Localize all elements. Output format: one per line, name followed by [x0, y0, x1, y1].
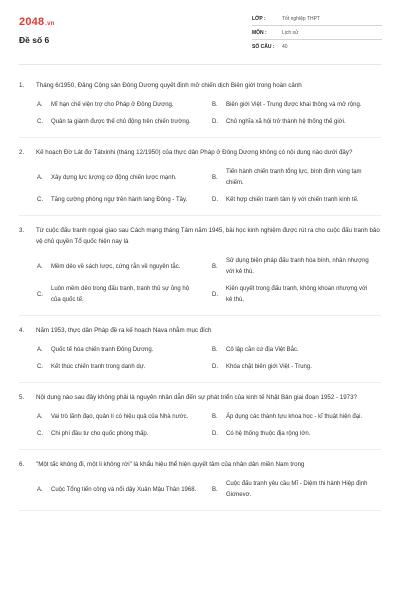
option-letter: B. [212, 263, 218, 270]
question-stem [19, 325, 381, 336]
meta-row-question-count [252, 40, 382, 54]
option-text: Có hệ thống thuộc địa rộng lớn. [226, 431, 311, 437]
meta-row-class [252, 12, 382, 26]
option-letter: C. [37, 431, 43, 437]
site-logo[interactable] [19, 16, 55, 28]
question-text: Nội dung nào sau đây không phải là nguyên nhân dẫn đến sự phát triển của kinh tế Nhật Bản giai đoạn 1952 - 1973? [36, 394, 357, 401]
option-letter: B. [212, 414, 218, 420]
option-text: Mĩ hạn chế viện trợ cho Pháp ở Đông Dương. [51, 102, 174, 108]
question-text: Từ cuộc đấu tranh ngoại giao sau Cách mạng tháng Tám năm 1945, bài học kinh nghiệm được rút ra cho cuộc đấu tranh bảo vệ chủ quyền Tổ quốc hiện nay là [36, 227, 380, 245]
meta-key: SỐ CÂU : [252, 44, 275, 50]
option-letter: D. [212, 364, 218, 370]
option-text: Cô lập căn cứ địa Việt Bắc. [226, 347, 299, 353]
answer-options [19, 479, 381, 501]
option-c[interactable] [37, 362, 206, 373]
option-text: Biên giới Việt - Trung được khai thông và mở rộng. [226, 102, 362, 108]
option-a[interactable] [37, 167, 206, 189]
question-text: Kế hoạch Đờ Lát đơ Tátxinhi (tháng 12/1950) của thực dân Pháp ở Đông Dương không có nội dung nào dưới đây? [36, 149, 353, 156]
option-text: Sử dụng biện pháp đấu tranh hòa bình, nhân nhượng với kẻ thù. [226, 258, 369, 275]
option-text: Kiên quyết trong đấu tranh, không khoan nhượng với kẻ thù. [226, 286, 368, 303]
question-text: Năm 1953, thực dân Pháp đề ra kế hoạch Nava nhằm mục đích [36, 327, 212, 334]
option-letter: D. [212, 197, 218, 203]
option-text: Tiến hành chiến tranh tổng lực, bình định vùng tạm chiếm. [226, 169, 362, 186]
option-letter: C. [37, 291, 43, 298]
question-number: 5. [19, 394, 25, 401]
option-letter: A. [37, 174, 43, 181]
logo-suffix: .vn [45, 21, 55, 27]
option-text: Kết hợp chiến tranh tâm lý với chiến tranh kinh tế. [226, 197, 359, 203]
option-text: Quân ta giành được thế chủ động trên chiến trường. [51, 119, 191, 125]
option-letter: D. [212, 291, 218, 298]
meta-value: Lịch sử [282, 29, 299, 36]
option-b[interactable] [212, 345, 381, 356]
answer-options [19, 100, 381, 128]
question-stem [19, 459, 381, 470]
question-3 [19, 225, 381, 316]
meta-value: Tốt nghiệp THPT [282, 15, 320, 22]
option-d[interactable] [212, 117, 381, 128]
meta-key: MÔN : [252, 29, 267, 36]
option-b[interactable] [212, 479, 381, 501]
answer-options [19, 167, 381, 206]
exam-header [0, 0, 400, 62]
option-text: Chủ nghĩa xã hội trở thành hệ thống thế giới. [226, 119, 346, 125]
logo-text: 2048 [19, 16, 45, 28]
option-a[interactable] [37, 412, 206, 423]
option-b[interactable] [212, 100, 381, 111]
option-text: Cuộc đấu tranh yêu cầu Mĩ - Diệm thi hành Hiệp định Giơnevơ. [226, 481, 368, 498]
option-letter: C. [37, 364, 43, 370]
option-letter: D. [212, 119, 218, 125]
option-letter: C. [37, 119, 43, 125]
question-number: 6. [19, 461, 25, 468]
question-1 [19, 80, 381, 138]
option-text: Vai trò lãnh đạo, quản lí có hiệu quả của Nhà nước. [51, 414, 189, 420]
option-c[interactable] [37, 117, 206, 128]
option-b[interactable] [212, 167, 381, 189]
question-stem [19, 225, 381, 247]
option-letter: A. [37, 347, 43, 353]
option-text: Kết thúc chiến tranh trong danh dự. [51, 364, 146, 370]
exam-title: Đề số 6 [19, 35, 50, 45]
option-text: Quốc tế hóa chiến tranh Đông Dương. [51, 347, 154, 353]
answer-options [19, 256, 381, 306]
question-6 [19, 459, 381, 511]
option-a[interactable] [37, 479, 206, 501]
option-letter: A. [37, 102, 43, 108]
option-text: Cuộc Tổng tiến công và nổi dậy Xuân Mậu Thân 1968. [51, 486, 197, 493]
question-5 [19, 392, 381, 450]
option-text: Áp dụng các thành tựu khoa học - kĩ thuật hiện đại. [226, 414, 363, 420]
meta-value: 40 [282, 44, 288, 50]
question-text: Tháng 6/1950, Đảng Cộng sản Đông Dương quyết định mở chiến dịch Biên giới trong hoàn cảnh [36, 82, 302, 89]
question-2 [19, 147, 381, 216]
answer-options [19, 345, 381, 373]
option-letter: B. [212, 102, 218, 108]
option-text: Luôn mềm dẻo trong đấu tranh, tranh thủ sự ủng hộ của quốc tế. [51, 286, 190, 303]
question-stem [19, 80, 381, 91]
question-4 [19, 325, 381, 383]
option-text: Tăng cường phòng ngự trên hành lang Đông - Tây. [51, 197, 188, 203]
option-d[interactable] [212, 362, 381, 373]
answer-options [19, 412, 381, 440]
option-d[interactable] [212, 429, 381, 440]
option-a[interactable] [37, 100, 206, 111]
option-letter: A. [37, 263, 43, 270]
option-d[interactable] [212, 284, 381, 306]
question-text: "Một tấc không đi, một li không rời" là khẩu hiệu thể hiện quyết tâm của nhân dân miền Nam trong [36, 461, 305, 468]
option-letter: A. [37, 486, 43, 493]
question-number: 3. [19, 227, 25, 234]
option-letter: D. [212, 431, 218, 437]
question-number: 2. [19, 149, 25, 156]
question-stem [19, 147, 381, 158]
header-divider [19, 64, 381, 65]
option-text: Mềm dẻo về sách lược, cứng rắn về nguyên tắc. [51, 263, 181, 270]
option-letter: B. [212, 486, 218, 493]
option-text: Xây dựng lực lượng cơ động chiến lược mạnh. [51, 174, 177, 181]
option-b[interactable] [212, 412, 381, 423]
option-d[interactable] [212, 195, 381, 206]
question-list [19, 80, 381, 520]
option-letter: A. [37, 414, 43, 420]
option-text: Khóa chặt biên giới Việt - Trung. [226, 364, 312, 370]
meta-row-subject [252, 26, 382, 40]
option-letter: B. [212, 347, 218, 353]
option-c[interactable] [37, 284, 206, 306]
option-a[interactable] [37, 256, 206, 278]
question-stem [19, 392, 381, 403]
option-c[interactable] [37, 429, 206, 440]
exam-meta-table [252, 12, 382, 54]
option-b[interactable] [212, 256, 381, 278]
question-number: 1. [19, 82, 25, 89]
option-c[interactable] [37, 195, 206, 206]
option-a[interactable] [37, 345, 206, 356]
option-text: Chi phí đầu tư cho quốc phòng thấp. [51, 431, 149, 437]
meta-key: LỚP : [252, 15, 266, 22]
question-number: 4. [19, 327, 25, 334]
option-letter: B. [212, 174, 218, 181]
option-letter: C. [37, 197, 43, 203]
